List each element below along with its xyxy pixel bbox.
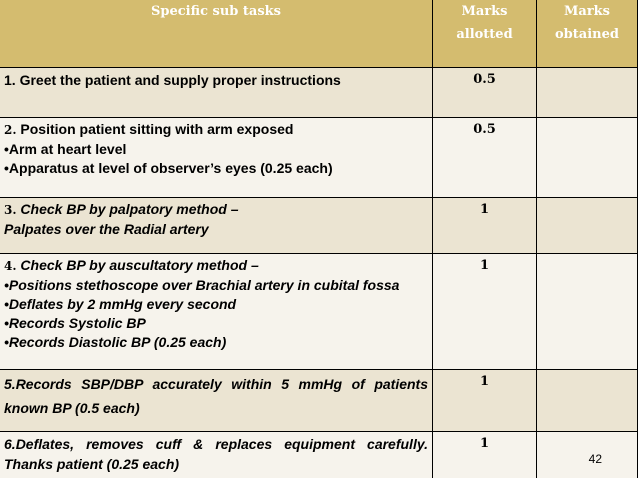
table-row-6-obtained <box>537 432 638 478</box>
table-row-2-task: 2. Position patient sitting with arm exposed •Arm at heart level •Apparatus at level of observer’s eyes (0.25 each) <box>0 118 433 198</box>
table-row-3-task: 3. Check BP by palpatory method – Palpates over the Radial artery <box>0 198 433 254</box>
table-row-4-obtained <box>537 254 638 370</box>
table-row-1-obtained <box>537 68 638 118</box>
task-6-number: 6. <box>4 436 16 452</box>
table-row-4-allotted: 1 <box>433 254 537 370</box>
header-obtained-line2: obtained <box>555 27 619 42</box>
table-row-5-allotted: 1 <box>433 370 537 432</box>
header-obtained-cell <box>537 0 638 68</box>
table-row-6-allotted: 1 <box>433 432 537 478</box>
header-allotted-line1: Marks <box>461 4 508 19</box>
header-task-cell <box>0 0 433 68</box>
task-1-line: 1. Greet the patient and supply proper instructions <box>4 72 341 88</box>
task-5-number: 5. <box>4 376 16 392</box>
table-row-2-obtained <box>537 118 638 198</box>
header-allotted-line2: allotted <box>456 27 513 42</box>
page-number: 42 <box>588 452 602 466</box>
task-2-number: 2. <box>4 123 17 137</box>
table-row-3-obtained <box>537 198 638 254</box>
header-obtained-line1: Marks <box>564 4 610 19</box>
header-allotted-cell <box>433 0 537 68</box>
task-1-number: 1. <box>4 72 16 88</box>
table-row-5-obtained <box>537 370 638 432</box>
table-row-5-task: 5.Records SBP/DBP accurately within 5 mmHg of patients known BP (0.5 each) <box>0 370 433 432</box>
table-row-6-task: 6.Deflates, removes cuff & replaces equipment carefully. Thanks patient (0.25 each) <box>0 432 433 478</box>
task-3-number: 3. <box>4 203 17 217</box>
task-4-number: 4. <box>4 259 17 273</box>
table-row-2-allotted: 0.5 <box>433 118 537 198</box>
table-row-1-task <box>0 68 433 118</box>
table-row-3-allotted: 1 <box>433 198 537 254</box>
table-row-4-task: 4. Check BP by auscultatory method – •Positions stethoscope over Brachial artery in cubital fossa •Deflates by 2 mmHg every second •Records Systolic BP •Records Diastolic BP (0.25 each) <box>0 254 433 370</box>
table-row-1-allotted: 0.5 <box>433 68 537 118</box>
header-task-label: Specific sub tasks <box>151 4 281 19</box>
